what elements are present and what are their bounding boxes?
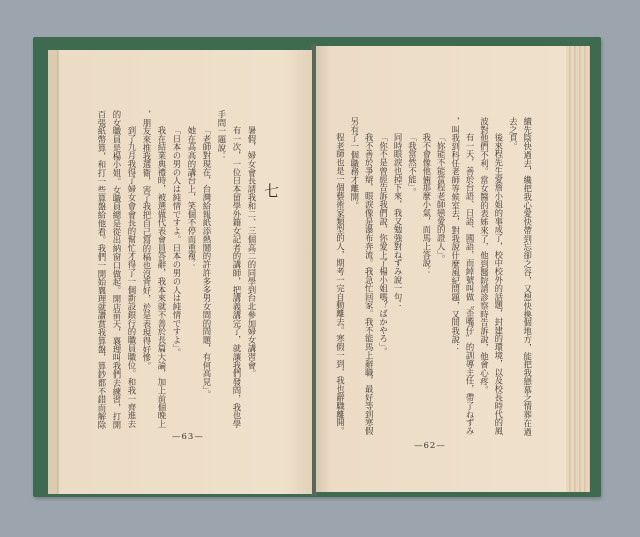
text-column: 波對他們不利。當女醫的表姊來了，他到醫院請診察時告訴說，他會心疼。: [479, 117, 490, 394]
text-column: 我在結業典禮時，被選做代表會員答辭，我本來就不善於長篇大論，加上前個晚上: [157, 126, 167, 429]
page-number-right: —62—: [414, 441, 446, 451]
text-column: 「我當然不能」。: [407, 133, 418, 196]
text-column: 她在高高的講台上，笑個不停而重複：: [187, 126, 197, 269]
text-column: 暑假，婦女會長請我和二、三個高二的同學到台北參加婦女講習會。: [247, 126, 257, 378]
text-column: 後來程先生愛詹小姐的事成了，校中校外的話題，封建的環境，以及校長時代的風: [493, 133, 504, 436]
page-number-left: —63—: [172, 432, 204, 442]
text-column: 「日本の男の人は純情ですよ。日本の男の人は純情ですよ」。: [172, 126, 182, 357]
text-column: ，朋友來推我選衛，害了我把自己寫的稿也沒背好，於是表現得好慘。: [142, 110, 152, 371]
text-column: 手問一題說：: [217, 110, 227, 161]
text-column: 程老師也是一個藝術家類型的人，期考一完自動離去。寒假一到，我也辭職離開。: [335, 133, 346, 436]
chapter-heading: 七: [264, 182, 280, 200]
text-column: 續先陰快過去，纔把我心愛快帶到忘卻之谷，又想快換個地方，能把我戀慕之情葬在過: [522, 117, 533, 436]
text-column: 的女職員是楊小姐。女職員總是從出納窗口做起。開店前天，襄理叫我們去練習，打開: [112, 110, 122, 429]
text-column: 「你不是曾經告訴我們說，你愛上了楊小姐嗎？ばかやろ」。: [378, 133, 389, 356]
text-column: 有一次，一位日本留學外籍女記者的講師，把講義講完了，就讓我們發問，我也學: [232, 126, 242, 429]
page-edges: [566, 46, 590, 492]
text-column: ，叫我到科任老師等候室去，對我說什麼風紀問題，又問我說：: [450, 117, 461, 352]
text-column: 「老師對現在，台灣給報紙添熱鬧的許許多多男女間的問題，有何高見」。: [202, 126, 212, 399]
text-column: 我不會像他倆那麼小氣，而馬上答說：: [421, 133, 432, 276]
text-column: 另有了一個職務才離開。: [349, 117, 360, 210]
text-column: 有一天，善於台語、日語、國語，而綽號叫做〝歪嘴仔〞的訓導主任，帶了ねずみ: [465, 133, 476, 436]
left-page-text: [94, 110, 259, 432]
text-column: 同時眼淚也掉下來，我又勉強對ねずみ說一句：: [393, 133, 404, 310]
right-page-text: [333, 117, 535, 439]
text-column: 百張紙幣算，和打一些算盤給他看。我們一開始襄理就讚賞我算盤，算鈔都不錯而解除: [97, 110, 107, 429]
text-column: 去之頁。: [508, 117, 519, 151]
text-column: 到了九月我得了婦女會會長的幫忙才得了一個新設銀行的職員職位。和我一齊進去: [127, 126, 137, 429]
text-column: 「妳能不能當程老師戀愛的證人」。: [436, 133, 447, 264]
text-column: 我不善於爭辯，眼淚像是瀑布奔流。我急忙回家。我不能馬上辭職，最好等到寒假: [364, 133, 375, 436]
